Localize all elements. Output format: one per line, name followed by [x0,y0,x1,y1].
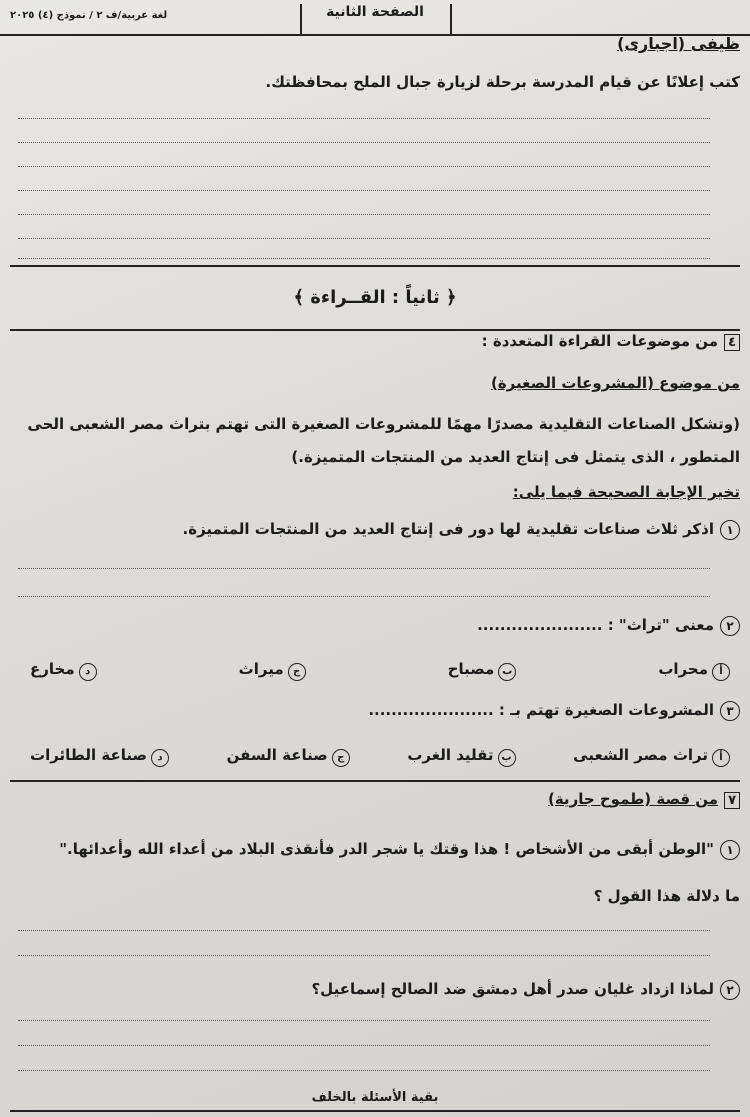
answer-line [18,955,710,956]
passage-line: (وتشكل الصناعات التقليدية مصدرًا مهمًا للمشروعات الصغيرة التى تهتم بتراث مصر الشعبى الحى [27,415,740,433]
q2-options [30,660,730,681]
question-text: اذكر ثلاث صناعات تقليدية لها دور فى إنتاج العديد من المنتجات المتميزة. [182,520,714,538]
question-2 [477,616,740,636]
story-question-2 [311,980,740,1000]
answer-line [18,1020,710,1021]
answer-line [18,1070,710,1071]
page-title: الصفحة الثانية [326,4,424,20]
option[interactable]: جميراث [239,660,306,681]
option[interactable]: بتقليد الغرب [407,746,515,767]
subject-info: لغة عربية/ف ٢ / نموذج (٤) ٢٠٢٥ [10,10,168,21]
option[interactable]: أمحراب [658,660,730,681]
topic-title: من موضوع (المشروعات الصغيرة) [490,374,740,392]
answer-line [18,596,710,597]
story-question-1 [59,840,740,860]
option[interactable]: دمخارع [30,660,97,681]
page-header [0,0,750,36]
passage-line: المتطور ، الذى يتمثل فى إنتاج العديد من المنتجات المتميزة.) [291,448,740,466]
answer-line [18,214,710,215]
story-question-1-ask: ما دلالة هذا القول ؟ [593,887,740,905]
story-heading [548,790,740,809]
answer-line [18,118,710,119]
option[interactable]: جصناعة السفن [227,746,350,767]
section-divider [10,265,740,267]
question-3 [368,701,740,721]
question-text: معنى "تراث" : ...................... [477,616,714,634]
section-title: ﴿ ثانياً : القــراءة ﴾ [293,287,457,308]
answer-line [18,142,710,143]
answer-line [18,930,710,931]
question-number: ١ [720,840,740,860]
writing-prompt: كتب إعلانًا عن قيام المدرسة برحلة لزيارة جبال الملح بمحافظتك. [265,73,740,91]
question-number: ٣ [720,701,740,721]
answer-line [18,258,710,259]
section-divider [10,780,740,782]
passage [10,408,740,474]
question-number-box: ٧ [724,792,740,809]
question-number: ٢ [720,616,740,636]
option[interactable]: أتراث مصر الشعبى [573,746,730,767]
answer-line [18,568,710,569]
section-divider [10,329,740,331]
writing-heading: ظيفى (اجبارى) [617,34,740,53]
question-title: من موضوعات القراءة المتعددة : [481,332,719,350]
option[interactable]: بمصباح [448,660,517,681]
option[interactable]: دصناعة الطائرات [30,746,169,767]
answer-line [18,166,710,167]
answer-line [18,190,710,191]
question-1 [183,520,740,540]
question-text: "الوطن أبقى من الأشخاص ! هذا وقتك يا شجر الدر فأنقذى البلاد من أعداء الله وأعدائها." [59,840,714,858]
question-text: لماذا ازداد غليان صدر أهل دمشق ضد الصالح إسماعيل؟ [311,980,714,998]
story-title: من قصة (طموح جارية) [547,790,719,808]
answer-line [18,1045,710,1046]
footer-note: بقية الأسئلة بالخلف [311,1090,439,1105]
answer-line [18,238,710,239]
instruction: تخير الإجابة الصحيحة فيما يلى: [512,483,740,501]
header-divider [450,4,452,34]
question-number: ١ [720,520,740,540]
question-text: المشروعات الصغيرة تهتم بـ : ...................... [368,701,714,719]
question-heading [482,332,740,351]
question-number: ٢ [720,980,740,1000]
footer-divider [10,1110,740,1112]
question-number-box: ٤ [724,334,740,351]
q3-options [30,746,730,767]
